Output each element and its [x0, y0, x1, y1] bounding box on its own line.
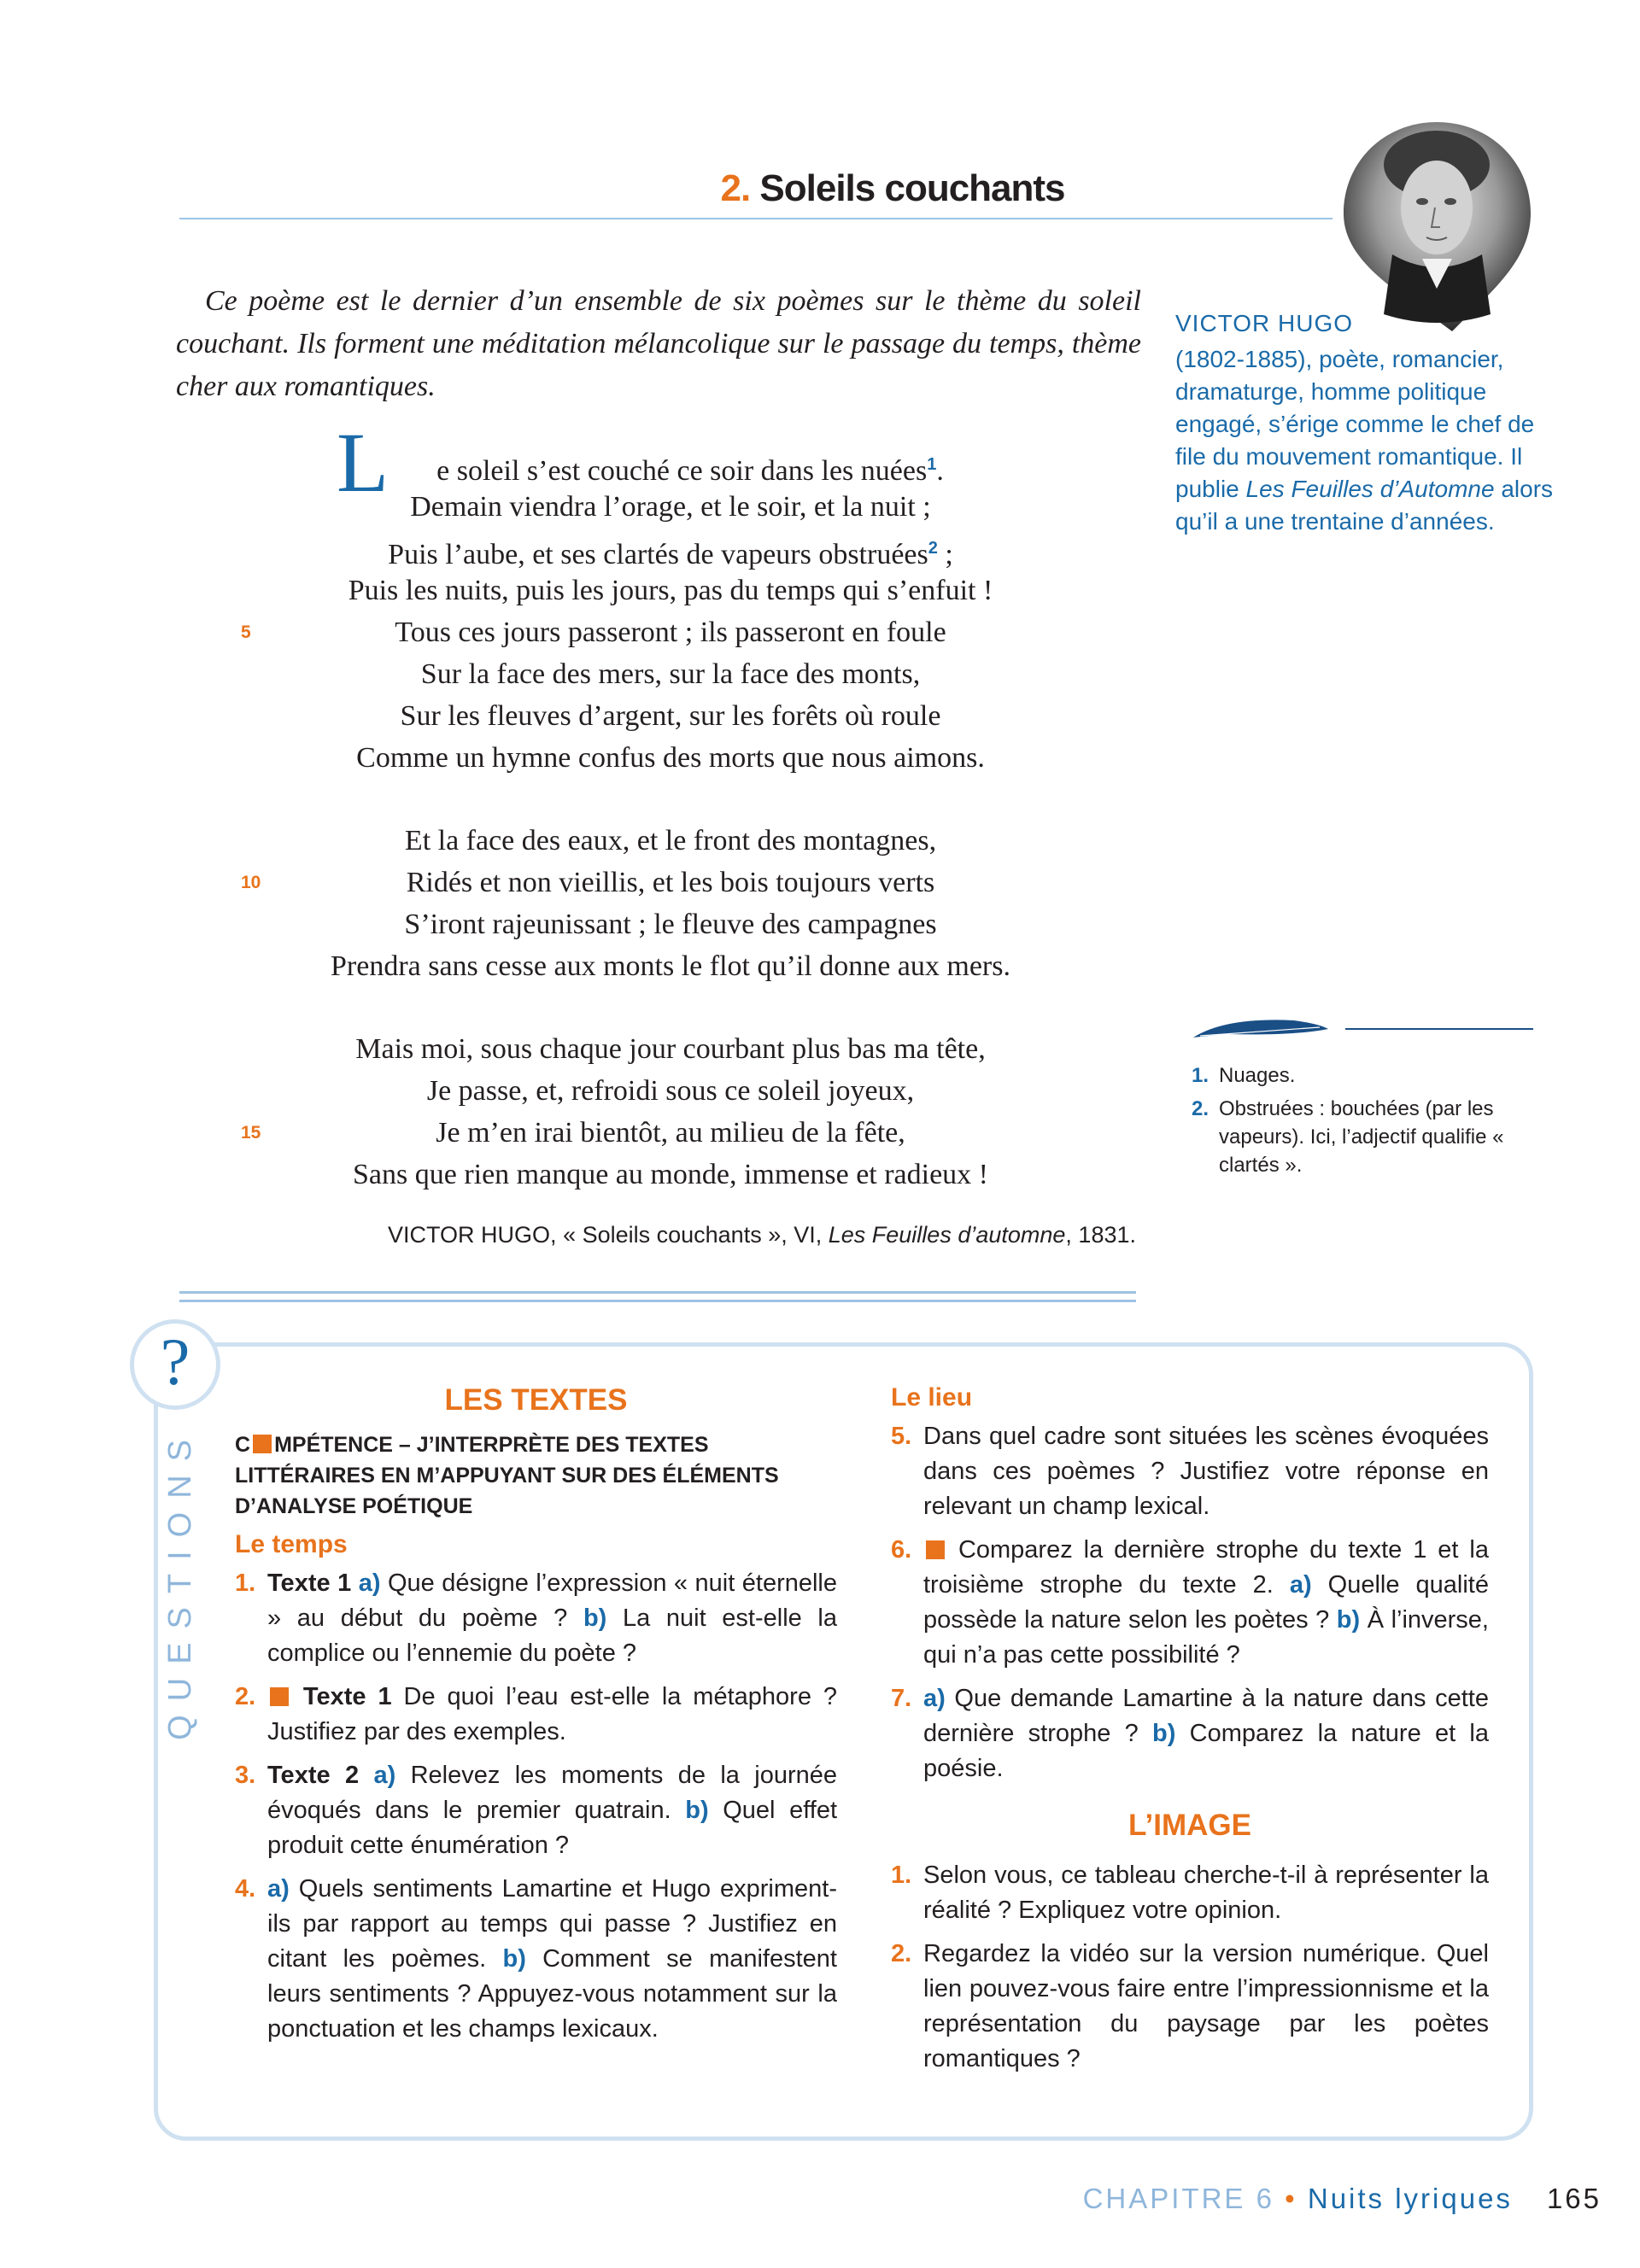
- question-text: Que désigne l’expression « nuit éternelle » au début du poème ?: [267, 1569, 838, 1632]
- question-text: Comparez la dernière strophe du texte 1 et la troisième strophe du texte 2.: [923, 1536, 1489, 1599]
- title-underline: [179, 218, 1332, 219]
- verse-line: [248, 1070, 1093, 1112]
- verse-line: [248, 1154, 1093, 1195]
- drop-cap: L: [337, 415, 390, 510]
- verse-line: [248, 528, 1093, 570]
- credit-prefix: VICTOR HUGO, « Soleils couchants », VI,: [388, 1222, 829, 1248]
- verse-text: Je m’en irai bientôt, au milieu de la fête,: [436, 1117, 905, 1149]
- part-a: a): [373, 1762, 396, 1789]
- page-number: 165: [1546, 2183, 1602, 2214]
- part-b: b): [1152, 1720, 1176, 1747]
- verse-line: [248, 695, 1093, 737]
- credit-suffix: , 1831.: [1065, 1222, 1136, 1248]
- title-number: 2.: [720, 167, 751, 209]
- footnote: [1192, 1095, 1533, 1179]
- verse-text: Sans que rien manque au monde, immense et radieux !: [353, 1159, 988, 1190]
- text-ref: Texte 1: [267, 1569, 352, 1597]
- question-number: 6.: [891, 1536, 912, 1564]
- part-a: a): [1289, 1571, 1312, 1599]
- orange-square-icon: [926, 1540, 945, 1559]
- question-number: 7.: [891, 1685, 912, 1712]
- question-text: Regardez la vidéo sur la version numérique. Quel lien pouvez-vous faire entre l’impressionnisme et la représentation du paysage par les poètes romantiques ?: [923, 1940, 1489, 2072]
- stanza-3: [241, 1028, 1093, 1195]
- part-b: b): [685, 1797, 709, 1824]
- credit-work: Les Feuilles d’automne: [828, 1222, 1066, 1248]
- question-item: [235, 1758, 837, 1863]
- question-text: Quel effet produit cette énumération ?: [267, 1797, 838, 1859]
- verse-line: [248, 737, 1093, 779]
- verse-text: Sur la face des mers, sur la face des monts,: [420, 658, 921, 690]
- footer-bullet: •: [1285, 2183, 1297, 2214]
- question-text: La nuit est-elle la complice ou l’ennemie du poète ?: [267, 1605, 837, 1667]
- author-portrait: [1341, 118, 1533, 336]
- question-text: Comment se manifestent leurs sentiments ? Appuyez-vous notamment sur la ponctuation et les champs lexicaux.: [267, 1945, 837, 2043]
- title-text: Soleils couchants: [759, 167, 1065, 209]
- author-name: VICTOR HUGO: [1175, 310, 1354, 336]
- question-number: 5.: [891, 1423, 912, 1450]
- verse-line: [248, 486, 1093, 528]
- verse-line: [248, 1028, 1093, 1070]
- part-a: a): [358, 1569, 381, 1597]
- question-mark-icon: ?: [160, 1324, 190, 1399]
- questions-vertical-label: QUESTIONS: [162, 1426, 198, 1740]
- footnote-text: Nuages.: [1219, 1064, 1296, 1087]
- question-number: 3.: [235, 1762, 256, 1789]
- question-text: Comparez la nature et la poésie.: [923, 1720, 1489, 1782]
- footnote-number: 1.: [1192, 1064, 1210, 1087]
- verse-end: .: [936, 455, 944, 487]
- poem: [241, 415, 1093, 1236]
- verse-text: Puis les nuits, puis les jours, pas du temps qui s’enfuit !: [348, 575, 993, 606]
- question-text: Dans quel cadre sont situées les scènes évoquées dans ces poèmes ? Justifiez votre réponse en relevant un champ lexical.: [923, 1423, 1489, 1520]
- question-number: 2.: [891, 1940, 912, 1967]
- bio-text-part: (1802-1885), poète, romancier, dramaturge, homme politique engagé, s’érige comme le chef de file du mouvement romantique. Il publie: [1175, 346, 1535, 502]
- question-item: [235, 1566, 837, 1671]
- verse-line: [241, 1112, 1093, 1154]
- subheading-temps: Le temps: [235, 1530, 348, 1558]
- question-text: Que demande Lamartine à la nature dans cette dernière strophe ?: [923, 1685, 1489, 1747]
- question-item: [891, 1419, 1489, 1524]
- chapter-label: CHAPITRE 6: [1082, 2183, 1274, 2214]
- part-b: b): [502, 1945, 526, 1973]
- line-number: 15: [241, 1123, 261, 1143]
- question-item: [235, 1872, 837, 2047]
- question-number: 1.: [891, 1862, 912, 1889]
- question-item: [235, 1680, 837, 1750]
- bio-work-title: Les Feuilles d’Automne: [1245, 476, 1495, 502]
- footnote: [1192, 1061, 1533, 1090]
- divider: [179, 1300, 1136, 1302]
- footnote-number: 2.: [1192, 1097, 1210, 1120]
- questions-left-column: [235, 1383, 837, 2055]
- source-credit: [248, 1222, 1136, 1248]
- subheading-lieu: Le lieu: [891, 1383, 973, 1412]
- verse-text: Prendra sans cesse aux monts le flot qu’il donne aux mers.: [331, 950, 1010, 982]
- section-heading-image: L’IMAGE: [1128, 1809, 1251, 1842]
- question-number: 2.: [235, 1683, 256, 1710]
- question-text: De quoi l’eau est-elle la métaphore ? Justifiez par des exemples.: [267, 1683, 837, 1745]
- question-text: Quelle qualité possède la nature selon les poètes ?: [923, 1571, 1489, 1634]
- verse-text: e soleil s’est couché ce soir dans les nuées: [436, 455, 928, 487]
- quill-icon: [1192, 1012, 1533, 1043]
- verse-text: Et la face des eaux, et le front des montagnes,: [404, 825, 937, 856]
- question-item: [891, 1858, 1489, 1928]
- text-ref: Texte 1: [302, 1683, 392, 1710]
- footnotes: [1192, 1061, 1533, 1184]
- orange-square-icon: [270, 1687, 289, 1706]
- bio-text-part: alors qu’il a une trentaine d’années.: [1175, 476, 1554, 535]
- footnote-ref[interactable]: 1: [927, 455, 937, 474]
- stanza-1: [241, 415, 1093, 779]
- question-item: [891, 1937, 1489, 2077]
- verse-line: [248, 903, 1093, 945]
- competence-label: [235, 1429, 837, 1522]
- question-text: Quels sentiments Lamartine et Hugo expriment-ils par rapport au temps qui passe ? Justifiez en citant les poèmes.: [267, 1875, 837, 1973]
- verse-text: Ridés et non vieillis, et les bois toujours verts: [406, 867, 935, 898]
- verse-text: Je passe, et, refroidi sous ce soleil joyeux,: [426, 1075, 915, 1107]
- question-text: Relevez les moments de la journée évoqués dans le premier quatrain.: [267, 1762, 838, 1824]
- verse-line: [241, 611, 1093, 653]
- line-number: 5: [241, 623, 251, 642]
- question-text: Selon vous, ce tableau cherche-t-il à représenter la réalité ? Expliquez votre opinion.: [923, 1862, 1489, 1924]
- questions-right-column: [891, 1383, 1489, 2085]
- question-number: 1.: [235, 1569, 256, 1597]
- verse-end: ;: [937, 539, 953, 570]
- part-a: a): [923, 1685, 946, 1712]
- section-heading-textes: LES TEXTES: [444, 1383, 628, 1417]
- text-ref: Texte 2: [267, 1762, 360, 1789]
- verse-line: [248, 570, 1093, 611]
- footnote-text: Obstruées : bouchées (par les vapeurs). Ici, l’adjectif qualifie « clartés ».: [1219, 1097, 1504, 1177]
- intro-paragraph: Ce poème est le dernier d’un ensemble de six poèmes sur le thème du soleil couchant. Ils forment une méditation mélancolique sur le passage du temps, thème cher aux romantiques.: [176, 285, 1141, 402]
- verse-text: Comme un hymne confus des morts que nous aimons.: [356, 742, 985, 774]
- part-b: b): [583, 1605, 607, 1632]
- footnote-ref[interactable]: 2: [928, 539, 938, 558]
- question-text: À l’inverse, qui n’a pas cette possibilité ?: [923, 1606, 1489, 1669]
- verse-text: Puis l’aube, et ses clartés de vapeurs obstruées: [388, 539, 928, 570]
- verse-text: Tous ces jours passeront ; ils passeront en foule: [395, 617, 946, 648]
- competence-initial: C: [235, 1433, 251, 1457]
- verse-line: [248, 945, 1093, 987]
- chapter-title: Nuits lyriques: [1307, 2183, 1513, 2214]
- verse-text: Mais moi, sous chaque jour courbant plus bas ma tête,: [355, 1033, 986, 1065]
- verse-line: [248, 653, 1093, 695]
- page-footer: [0, 2183, 1602, 2215]
- part-b: b): [1336, 1606, 1361, 1634]
- question-number: 4.: [235, 1875, 256, 1903]
- divider: [179, 1291, 1136, 1294]
- line-number: 10: [241, 873, 261, 892]
- bio-text: [1175, 343, 1560, 538]
- verse-text: Sur les fleuves d’argent, sur les forêts où roule: [400, 700, 941, 732]
- verse-text: Demain viendra l’orage, et le soir, et la nuit ;: [410, 491, 931, 523]
- part-a: a): [267, 1875, 290, 1903]
- author-bio: [1175, 307, 1560, 538]
- stanza-2: [241, 820, 1093, 987]
- verse-line: [241, 862, 1093, 903]
- competence-text: MPÉTENCE – J’INTERPRÈTE DES TEXTES LITTÉRAIRES EN M’APPUYANT SUR DES ÉLÉMENTS D’ANALYSE POÉTIQUE: [235, 1433, 779, 1518]
- question-item: [891, 1533, 1489, 1673]
- question-item: [891, 1681, 1489, 1786]
- verse-line: [248, 820, 1093, 862]
- orange-square-icon: [253, 1435, 272, 1453]
- verse-text: S’iront rajeunissant ; le fleuve des campagnes: [404, 909, 937, 940]
